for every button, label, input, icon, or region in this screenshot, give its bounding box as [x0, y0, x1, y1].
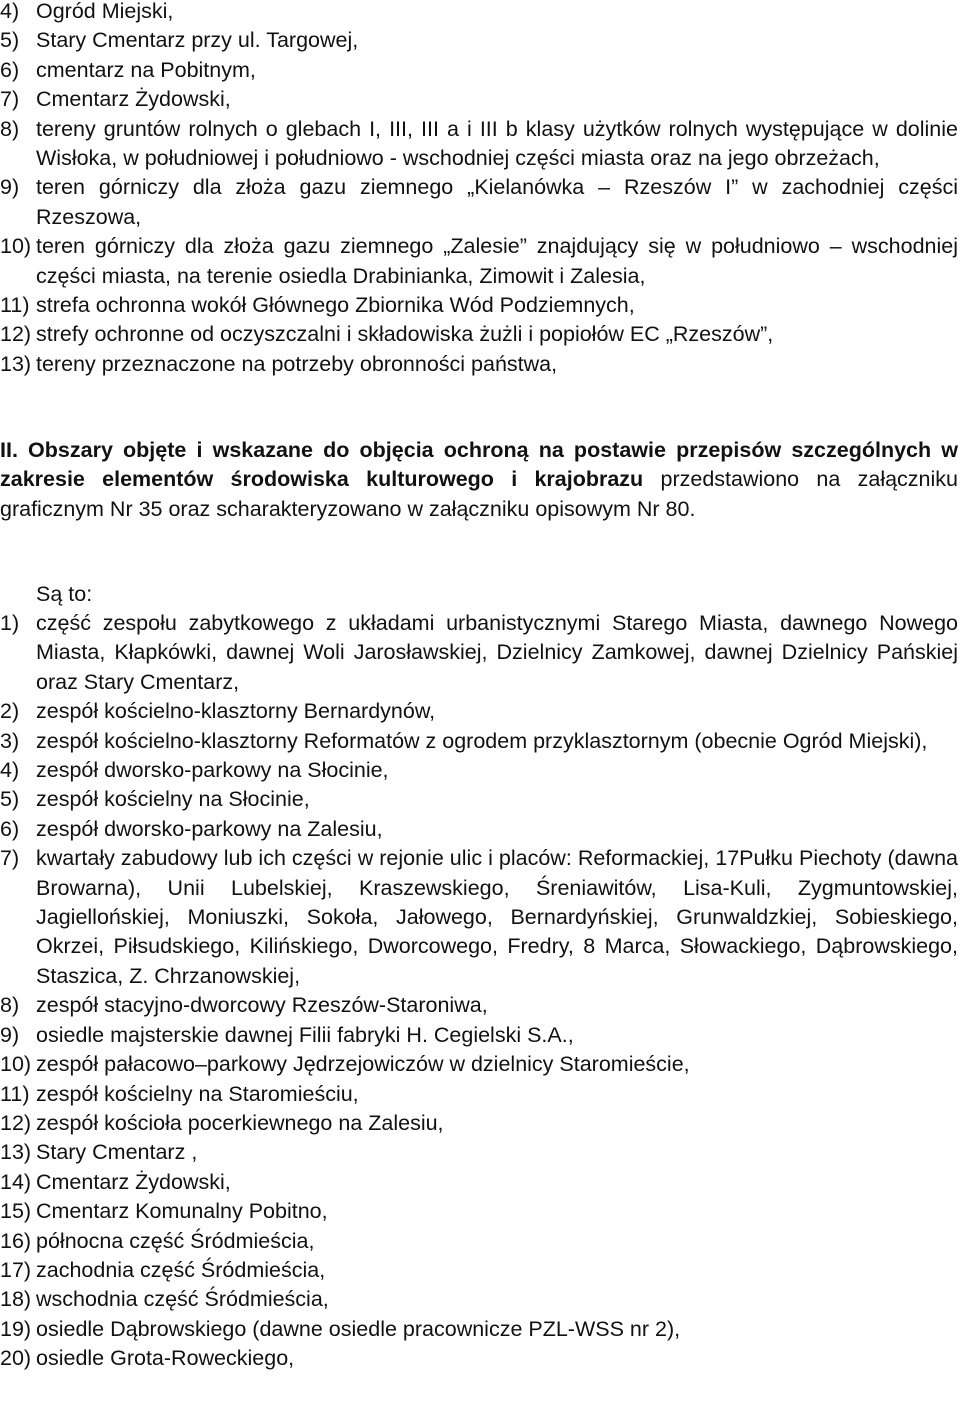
- list-item: [0, 1168, 958, 1197]
- list-item: [0, 815, 958, 844]
- list-item: [0, 697, 958, 726]
- heritage-list: [0, 609, 958, 1374]
- list-number: 1): [0, 611, 20, 635]
- list-item: [0, 727, 958, 756]
- list-number: 10): [0, 1052, 32, 1077]
- list-number: 3): [0, 728, 20, 753]
- list-number: 8): [0, 116, 20, 141]
- list-text: teren górniczy dla złoża gazu ziemnego „Kielanówka – Rzeszów I” w zachodniej części Rzeszowa,: [36, 175, 958, 229]
- list-text: zespół stacyjno-dworcowy Rzeszów-Staroniwa,: [36, 993, 488, 1018]
- list-item: [0, 232, 958, 291]
- list-text: osiedle Grota-Roweckiego,: [36, 1346, 295, 1371]
- list-item: [0, 1021, 958, 1050]
- list-item: [0, 115, 958, 174]
- list-item: [0, 1256, 958, 1285]
- list-text: cmentarz na Pobitnym,: [36, 57, 256, 82]
- list-text: Cmentarz Żydowski,: [36, 1169, 231, 1194]
- list-text: Ogród Miejski,: [36, 0, 174, 23]
- list-item: [0, 1227, 958, 1256]
- list-item: [0, 173, 958, 232]
- list-item: [0, 26, 958, 55]
- list-text: strefy ochronne od oczyszczalni i składowiska żużli i popiołów EC „Rzeszów”,: [36, 322, 774, 347]
- list-number: 14): [0, 1169, 32, 1194]
- list-item: [0, 991, 958, 1020]
- list-text: zespół dworsko-parkowy na Słocinie,: [36, 758, 389, 783]
- list-item: [0, 291, 958, 320]
- list-number: 5): [0, 28, 20, 53]
- list-number: 19): [0, 1316, 32, 1341]
- section-heading-text: przedstawiono na załączniku graficznym Nr 35 oraz scharakteryzowano w załączniku opisowym Nr 80.: [0, 467, 958, 521]
- list-item: [0, 844, 958, 991]
- list-number: 6): [0, 816, 20, 841]
- list-item: [0, 1315, 958, 1344]
- list-text: Stary Cmentarz ,: [36, 1140, 198, 1165]
- list-number: 4): [0, 758, 20, 783]
- list-text: północna część Śródmieścia,: [36, 1228, 315, 1253]
- list-item: [0, 0, 958, 26]
- list-text: część zespołu zabytkowego z układami urbanistycznymi Starego Miasta, dawnego Nowego Miasta, Kłapkówki, dawnej Woli Jarosławskiej, Dzielnicy Zamkowej, dawnej Dzielnicy Pańskiej oraz Stary Cmentarz,: [36, 611, 958, 694]
- list-number: 16): [0, 1228, 32, 1253]
- list-number: 7): [0, 846, 20, 871]
- list-intro: Są to:: [36, 582, 93, 606]
- list-item: [0, 1285, 958, 1314]
- list-text: zespół kościelny na Staromieściu,: [36, 1081, 359, 1106]
- list-text: zespół kościelny na Słocinie,: [36, 787, 310, 812]
- section-heading: [0, 436, 958, 524]
- list-text: tereny gruntów rolnych o glebach I, III, III a i III b klasy użytków rolnych występujące w dolinie Wisłoka, w południowej i południowo - wschodniej części miasta oraz na jego obrzeżach,: [36, 116, 958, 171]
- list-text: Cmentarz Komunalny Pobitno,: [36, 1199, 328, 1224]
- list-item: [0, 1138, 958, 1167]
- list-text: Cmentarz Żydowski,: [36, 87, 231, 112]
- list-number: 7): [0, 87, 20, 112]
- list-text: zespół kościelno-klasztorny Bernardynów,: [36, 699, 436, 724]
- list-item: [0, 85, 958, 114]
- list-number: 4): [0, 0, 20, 23]
- list-number: 10): [0, 234, 32, 259]
- list-item: [0, 1050, 958, 1079]
- list-item: [0, 1080, 958, 1109]
- list-number: 20): [0, 1346, 32, 1371]
- list-number: 13): [0, 351, 32, 376]
- list-number: 15): [0, 1199, 32, 1224]
- list-item: [0, 756, 958, 785]
- list-text: zespół pałacowo–parkowy Jędrzejowiczów w dzielnicy Staromieście,: [36, 1052, 690, 1077]
- list-text: strefa ochronna wokół Głównego Zbiornika Wód Podziemnych,: [36, 293, 635, 318]
- list-text: zespół kościoła pocerkiewnego na Zalesiu,: [36, 1110, 444, 1135]
- list-text: tereny przeznaczone na potrzeby obronności państwa,: [36, 351, 558, 376]
- list-number: 13): [0, 1140, 32, 1165]
- list-text: kwartały zabudowy lub ich części w rejonie ulic i placów: Reformackiej, 17Pułku Piechoty (dawna Browarna), Unii Lubelskiej, Kraszewskiego, Śreniawitów, Lisa-Kuli, Zygmuntowskiej, Jagiellońskiej, Moniuszki, Sokoła, Jałowego, Bernardyńskiej, Grunwaldzkiej, Sobieskiego, Okrzei, Piłsudskiego, Kilińskiego, Dworcowego, Fredry, 8 Marca, Słowackiego, Dąbrowskiego, Staszica, Z. Chrzanowskiej,: [36, 846, 958, 988]
- list-item: [0, 56, 958, 85]
- list-number: 12): [0, 1110, 32, 1135]
- list-text: Stary Cmentarz przy ul. Targowej,: [36, 28, 359, 53]
- list-text: zachodnia część Śródmieścia,: [36, 1257, 326, 1282]
- list-item: [0, 350, 958, 379]
- list-item: [0, 1344, 958, 1373]
- list-number: 9): [0, 1022, 20, 1047]
- list-item: [0, 785, 958, 814]
- list-text: wschodnia część Śródmieścia,: [36, 1287, 329, 1312]
- list-number: 5): [0, 787, 20, 812]
- list-item: [0, 1197, 958, 1226]
- list-continued: [0, 0, 958, 379]
- list-item: [0, 609, 958, 697]
- list-number: 2): [0, 699, 20, 724]
- list-item: [0, 1109, 958, 1138]
- list-text: osiedle Dąbrowskiego (dawne osiedle pracownicze PZL-WSS nr 2),: [36, 1316, 681, 1341]
- list-text: teren górniczy dla złoża gazu ziemnego „Zalesie” znajdujący się w południowo – wschodniej części miasta, na terenie osiedla Drabinianka, Zimowit i Zalesia,: [36, 234, 958, 288]
- list-number: 18): [0, 1287, 32, 1312]
- list-number: 12): [0, 322, 32, 347]
- list-number: 17): [0, 1257, 32, 1282]
- list-number: 11): [0, 1081, 30, 1106]
- list-text: osiedle majsterskie dawnej Filii fabryki H. Cegielski S.A.,: [36, 1022, 574, 1047]
- list-number: 11): [0, 293, 30, 318]
- list-item: [0, 320, 958, 349]
- section-heading-bold: II. Obszary objęte i wskazane do objęcia ochroną na postawie przepisów szczególnych w zakresie elementów środowiska kulturowego i krajobrazu: [0, 438, 958, 492]
- list-text: zespół dworsko-parkowy na Zalesiu,: [36, 816, 383, 841]
- list-number: 6): [0, 57, 20, 82]
- list-text: zespół kościelno-klasztorny Reformatów z ogrodem przyklasztornym (obecnie Ogród Miejski),: [36, 728, 928, 753]
- list-number: 8): [0, 993, 20, 1018]
- list-number: 9): [0, 175, 20, 200]
